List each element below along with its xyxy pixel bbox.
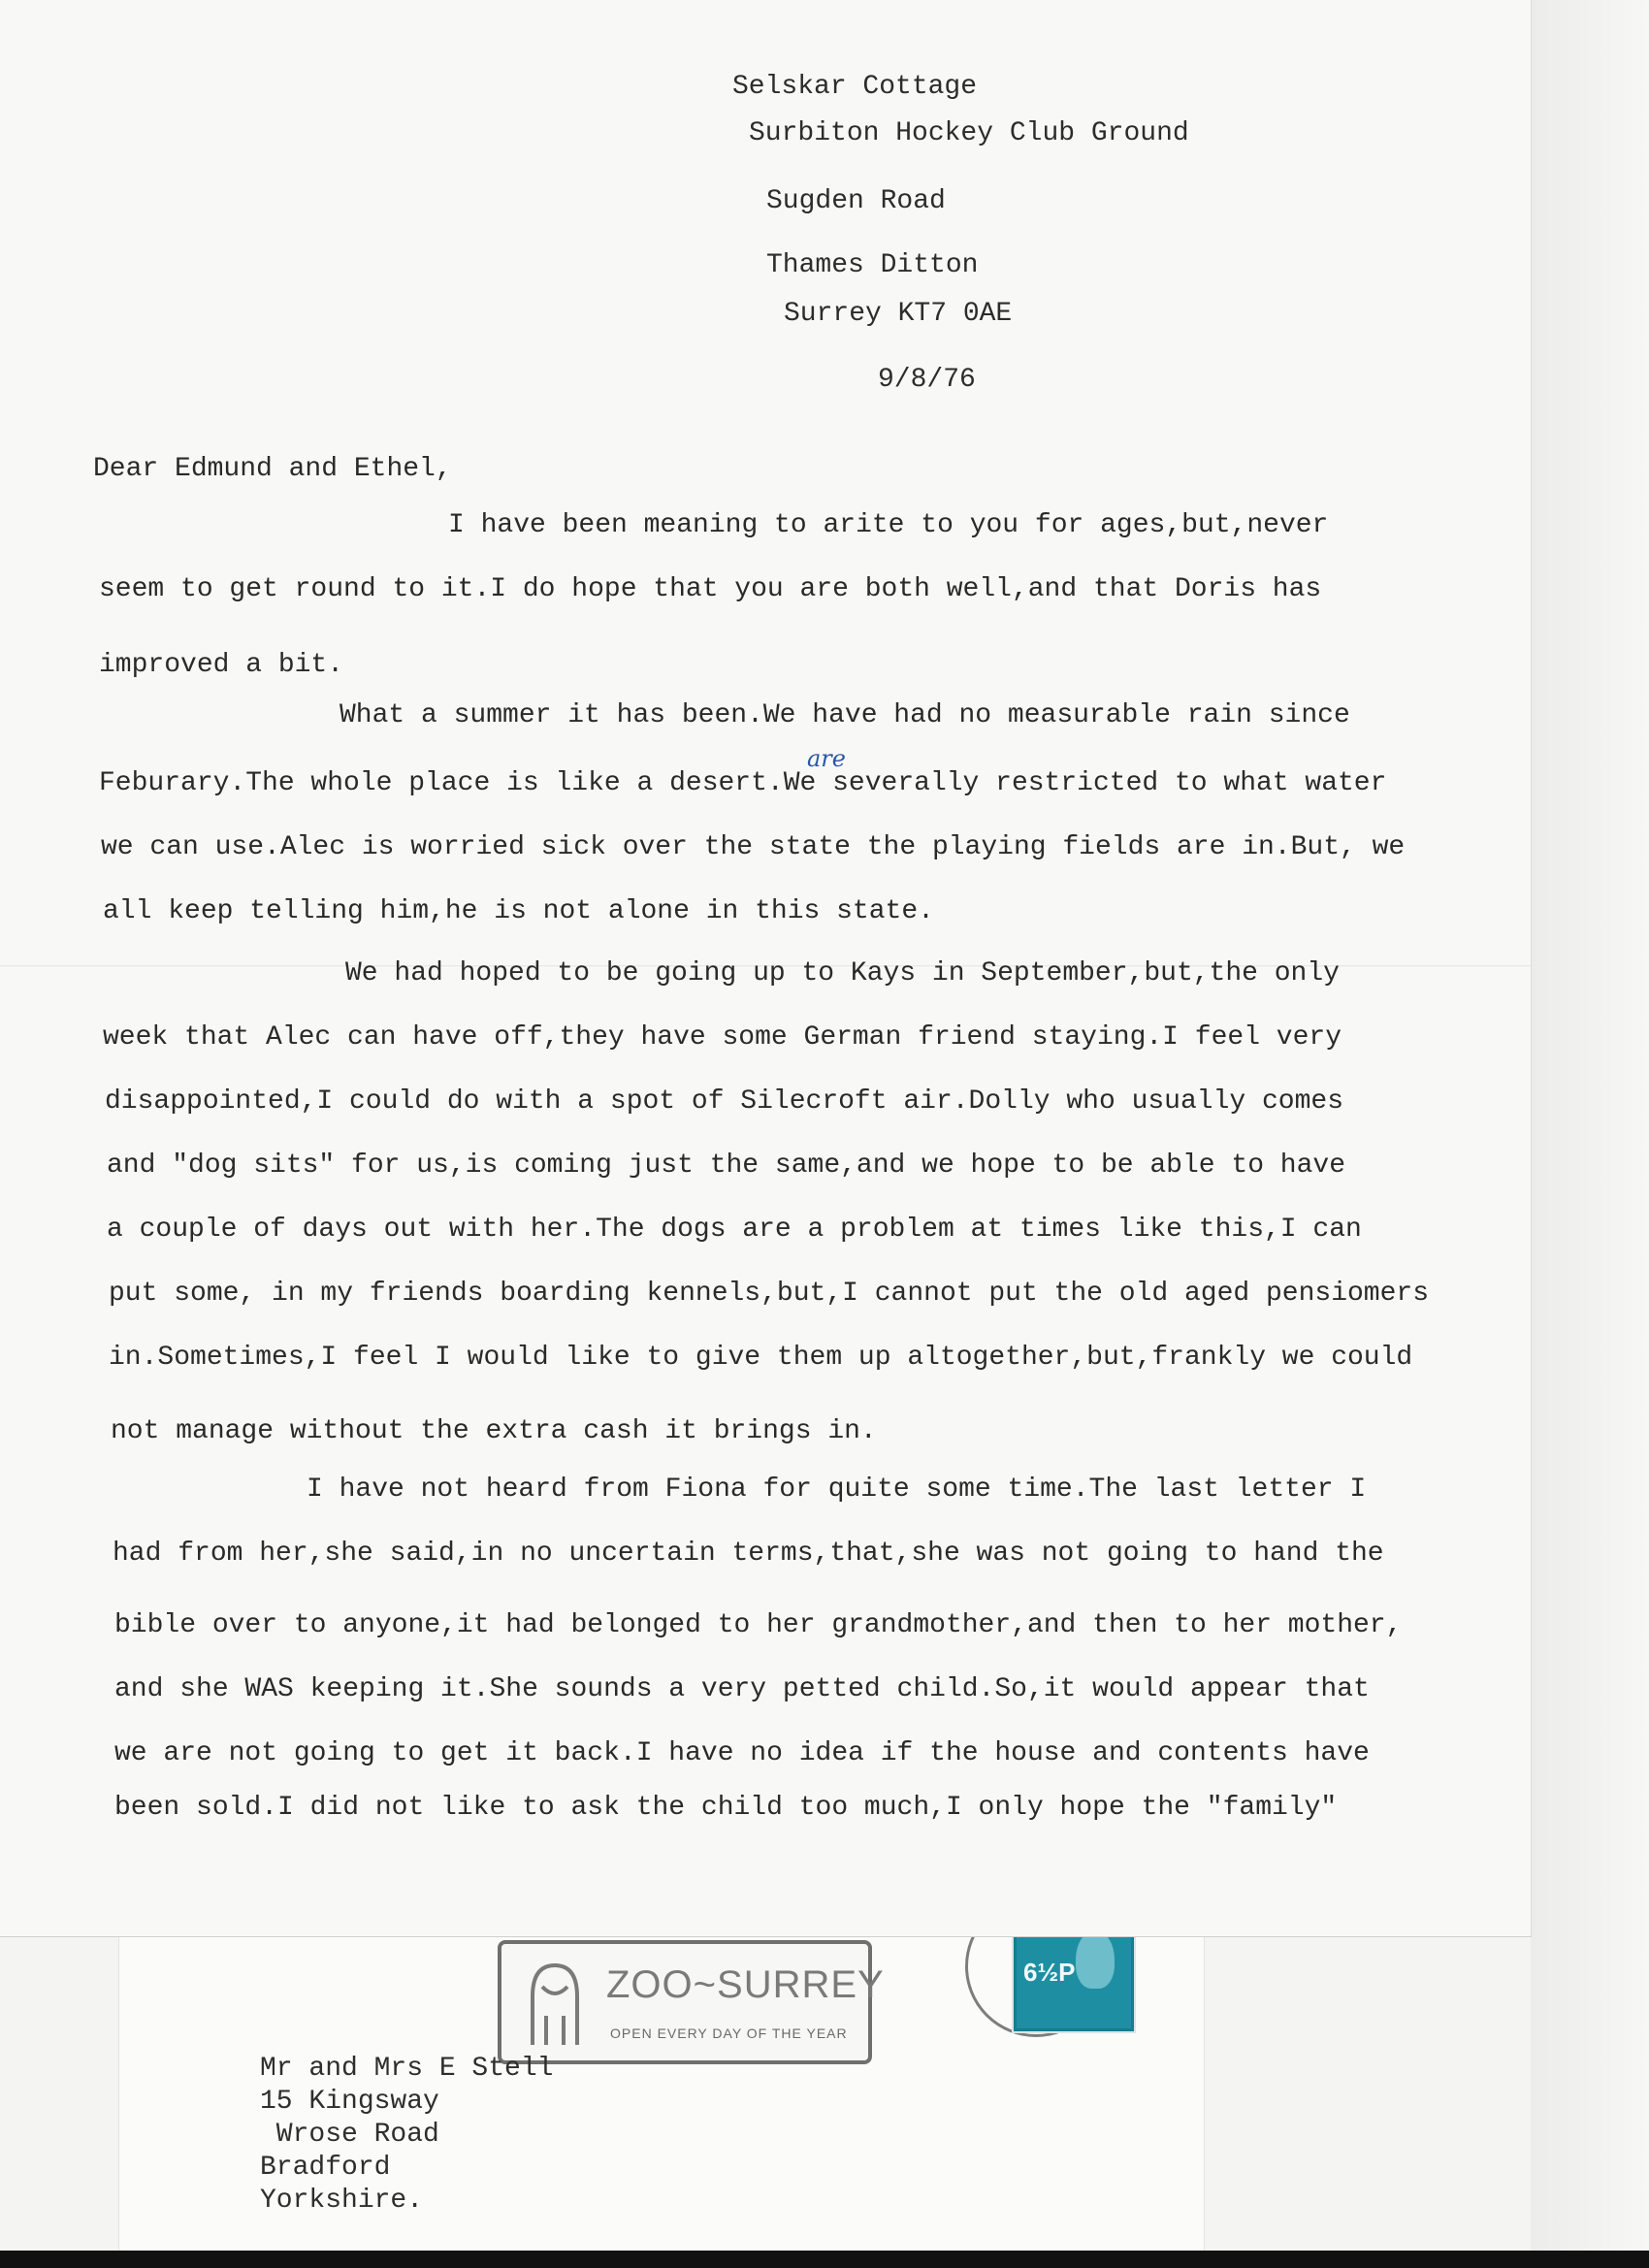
slogan-subtitle: OPEN EVERY DAY OF THE YEAR (610, 2025, 848, 2041)
recipient-line: 15 Kingsway (260, 2087, 439, 2117)
letter-date: 9/8/76 (878, 365, 976, 395)
queen-head-icon (1076, 1930, 1115, 1989)
stamp-value: 6½P (1023, 1958, 1076, 1987)
slogan-name: ZOO~SURREY (606, 1963, 885, 2006)
recipient-line: Bradford (260, 2153, 391, 2183)
body-line: I have not heard from Fiona for quite some time.The last letter I (307, 1474, 1367, 1505)
background-margin (1531, 0, 1649, 2268)
recipient-line: Yorkshire. (260, 2186, 424, 2216)
body-line: I have been meaning to arite to you for ages,but,never (448, 510, 1329, 540)
body-line: improved a bit. (99, 650, 344, 680)
body-line: bible over to anyone,it had belonged to her grandmother,and then to her mother, (114, 1610, 1403, 1640)
body-line: we can use.Alec is worried sick over the state the playing fields are in.But, we (101, 832, 1406, 862)
postage-stamp (1012, 1921, 1136, 2033)
address-line: Surrey KT7 0AE (784, 299, 1013, 329)
body-line: We had hoped to be going up to Kays in September,but,the only (345, 958, 1340, 988)
body-line: What a summer it has been.We have had no measurable rain since (340, 700, 1350, 730)
envelope (118, 1921, 1205, 2251)
body-line: and she WAS keeping it.She sounds a very petted child.So,it would appear that (114, 1674, 1370, 1704)
body-line: not manage without the extra cash it brings in. (111, 1416, 877, 1446)
body-line: week that Alec can have off,they have some German friend staying.I feel very (103, 1022, 1342, 1053)
body-line: put some, in my friends boarding kennels,but,I cannot put the old aged pensiomers (109, 1279, 1430, 1309)
body-line: been sold.I did not like to ask the child too much,I only hope the "family" (114, 1793, 1338, 1823)
scan-edge (0, 2251, 1649, 2268)
address-line: Thames Ditton (766, 250, 979, 280)
slogan-postmark (498, 1940, 885, 2064)
body-line: in.Sometimes,I feel I would like to give them up altogether,but,frankly we could (109, 1343, 1413, 1373)
recipient-line: Mr and Mrs E Stell (260, 2054, 554, 2084)
body-line: we are not going to get it back.I have no idea if the house and contents have (114, 1738, 1370, 1768)
body-line: seem to get round to it.I do hope that you are both well,and that Doris has (99, 574, 1322, 604)
handwritten-correction: are (807, 745, 846, 772)
salutation: Dear Edmund and Ethel, (93, 454, 452, 484)
elephant-icon (521, 1958, 589, 2051)
body-line: Feburary.The whole place is like a desert.We severally restricted to what water (99, 768, 1387, 798)
recipient-address (260, 2053, 553, 2218)
body-line: a couple of days out with her.The dogs are a problem at times like this,I can (107, 1215, 1362, 1245)
address-line: Surbiton Hockey Club Ground (749, 118, 1189, 148)
address-line: Selskar Cottage (732, 72, 978, 102)
recipient-line: Wrose Road (260, 2120, 439, 2150)
body-line: and "dog sits" for us,is coming just the same,and we hope to be able to have (107, 1150, 1346, 1181)
body-line: all keep telling him,he is not alone in this state. (103, 896, 934, 926)
body-line: disappointed,I could do with a spot of Silecroft air.Dolly who usually comes (105, 1086, 1344, 1117)
address-line: Sugden Road (766, 186, 946, 216)
body-line: had from her,she said,in no uncertain terms,that,she was not going to hand the (113, 1539, 1384, 1569)
